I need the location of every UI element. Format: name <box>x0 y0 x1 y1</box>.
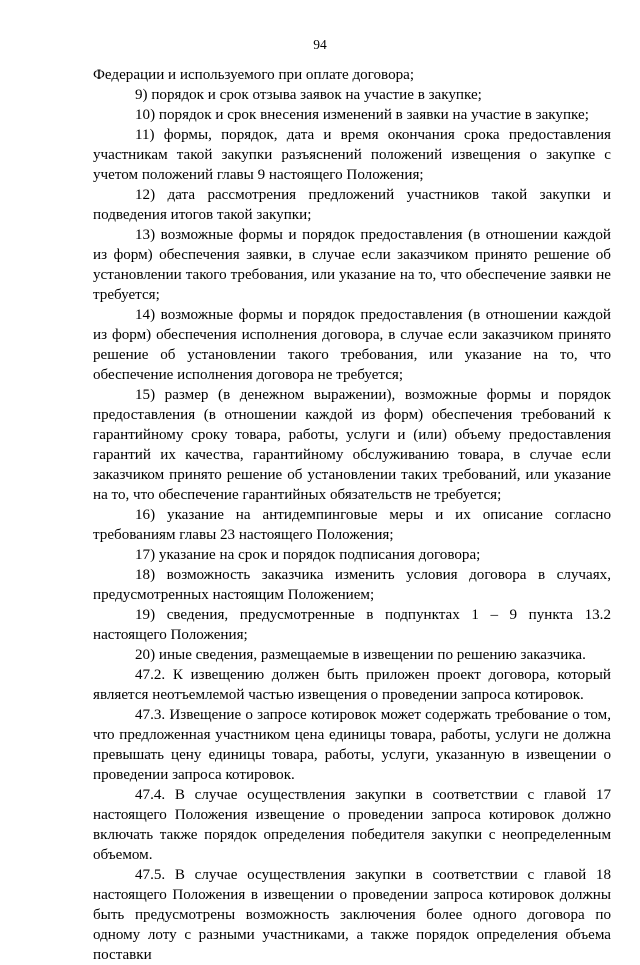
paragraph: 14) возможные формы и порядок предоставления (в отношении каждой из форм) обеспечения исполнения договора, в случае если заказчиком принято решение об установлении такого требования, или указание на то, что обеспечение исполнения договора не требуется; <box>93 307 611 383</box>
paragraph: 15) размер (в денежном выражении), возможные формы и порядок предоставления (в отношении каждой из форм) обеспечения требований к гарантийному сроку товара, работы, услуги и (или) объему предоставления гарантий их качества, гарантийному обслуживанию товара, в случае если заказчиком принято решение об установлении таких требований, или указание на то, что обеспечение гарантийных обязательств не требуется; <box>93 387 611 503</box>
paragraph: 47.4. В случае осуществления закупки в соответствии с главой 17 настоящего Положения извещение о проведении запроса котировок должно включать также порядок определения победителя закупки с неопределенным объемом. <box>93 787 611 863</box>
paragraph: 19) сведения, предусмотренные в подпунктах 1 – 9 пункта 13.2 настоящего Положения; <box>93 607 611 643</box>
paragraph: 17) указание на срок и порядок подписания договора; <box>135 547 481 563</box>
page-number: 94 <box>313 37 327 52</box>
paragraph: 11) формы, порядок, дата и время окончания срока предоставления участникам такой закупки разъяснений положений извещения о закупке с учетом положений главы 9 настоящего Положения; <box>93 127 611 183</box>
paragraph: 47.2. К извещению должен быть приложен проект договора, который является неотъемлемой частью извещения о проведении запроса котировок. <box>93 667 611 703</box>
paragraph: 16) указание на антидемпинговые меры и их описание согласно требованиям главы 23 настоящего Положения; <box>93 507 611 543</box>
document-body <box>93 65 611 965</box>
paragraph: 13) возможные формы и порядок предоставления (в отношении каждой из форм) обеспечения заявки, в случае если заказчиком принято решение об установлении такого требования, или указание на то, что обеспечение заявки не требуется; <box>93 227 611 303</box>
paragraph: Федерации и используемого при оплате договора; <box>93 67 415 83</box>
paragraph: 20) иные сведения, размещаемые в извещении по решению заказчика. <box>135 647 586 663</box>
paragraph: 12) дата рассмотрения предложений участников такой закупки и подведения итогов такой закупки; <box>93 187 611 223</box>
paragraph: 10) порядок и срок внесения изменений в заявки на участие в закупке; <box>135 107 589 123</box>
paragraph: 47.5. В случае осуществления закупки в соответствии с главой 18 настоящего Положения в извещении о проведении запроса котировок должны быть предусмотрены возможность заключения более одного договора по одному лоту с разными участниками, а также порядок определения объема поставки <box>93 867 611 963</box>
paragraph: 9) порядок и срок отзыва заявок на участие в закупке; <box>135 87 482 103</box>
paragraph: 18) возможность заказчика изменить условия договора в случаях, предусмотренных настоящим Положением; <box>93 567 611 603</box>
paragraph: 47.3. Извещение о запросе котировок может содержать требование о том, что предложенная участником цена единицы товара, работы, услуги не должна превышать цену единицы товара, работы, услуги, указанную в извещении о проведении запроса котировок. <box>93 707 611 783</box>
